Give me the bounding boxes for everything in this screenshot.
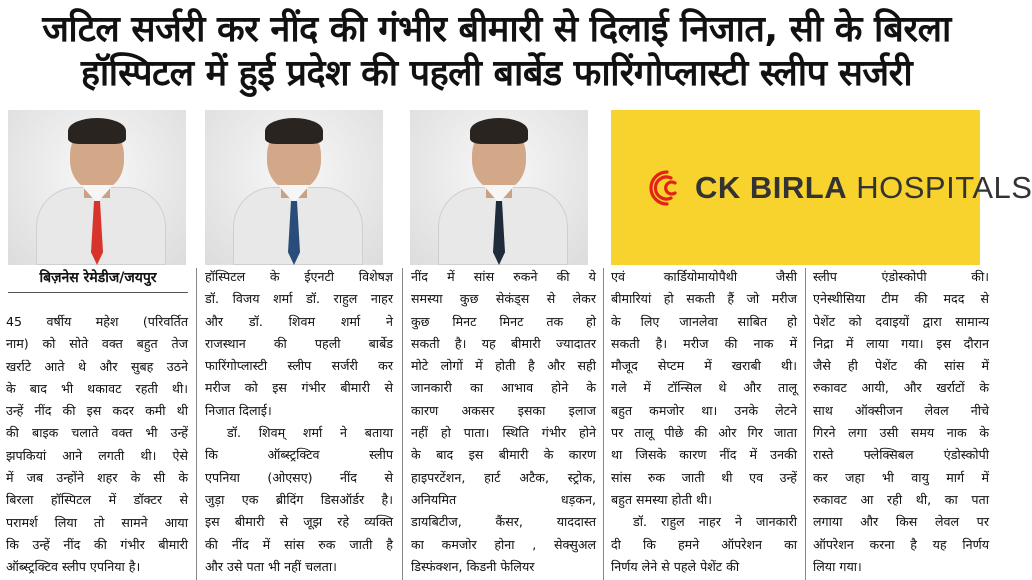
article-line: रास्ते फ्लेक्सिबल एंडोस्कोपी bbox=[813, 447, 989, 463]
article-line: रुकावट आ रही थी, का पता bbox=[813, 491, 989, 507]
article-line: कुछ मिनट मिनट तक हो bbox=[411, 313, 596, 329]
article-line: हॉस्पिटल के ईएनटी विशेषज्ञ bbox=[205, 269, 393, 284]
article-line: गले में टॉन्सिल थे और तालू bbox=[611, 380, 797, 396]
article-line: डिस्फंक्शन, किडनी फेलियर bbox=[411, 558, 535, 574]
article-line: जुड़ा एक ब्रीदिंग डिसऑर्डर है। bbox=[205, 491, 393, 507]
article-line: खर्राटे आते थे और सुबह उठने bbox=[6, 358, 188, 374]
article-line: निद्रा में लाया गया। इस दौरान bbox=[813, 335, 989, 351]
column-divider bbox=[402, 268, 403, 580]
article-line: डायबिटीज, कैंसर, याददास्त bbox=[411, 514, 596, 530]
article-line: ऑब्स्ट्रक्टिव स्लीप एपनिया है। bbox=[6, 559, 141, 575]
article-line: 45 वर्षीय महेश (परिवर्तित bbox=[6, 314, 188, 329]
article-line: एनेस्थीसिया टीम की मदद से bbox=[813, 291, 989, 307]
article-line: लगाया और किस लेवल पर bbox=[813, 514, 989, 530]
article-line: एपनिया (ओएसए) नींद से bbox=[205, 469, 393, 485]
byline-rule bbox=[8, 292, 188, 293]
article-line: ऑपरेशन करना है यह निर्णय bbox=[813, 536, 989, 552]
article-column-1 bbox=[6, 311, 188, 579]
article-line: उन्हें नींद की इस कदर कमी थी bbox=[6, 403, 188, 419]
article-line: लिया गया। bbox=[813, 558, 862, 574]
article-line: डॉ. विजय शर्मा डॉ. राहुल नाहर bbox=[205, 291, 393, 307]
article-line: सकती है। मरीज की नाक में bbox=[611, 335, 797, 351]
article-line: परामर्श लिया तो सामने आया bbox=[6, 514, 188, 530]
article-column-4 bbox=[611, 266, 797, 578]
article-line: का कमजोर होना , सेक्सुअल bbox=[411, 536, 596, 552]
article-line: था जिसके कारण नींद में उनकी bbox=[611, 447, 797, 463]
article-line: कि ऑब्स्ट्रक्टिव स्लीप bbox=[205, 447, 393, 463]
article-line: बहुत समस्या होती थी। bbox=[611, 491, 713, 507]
article-line: के लिए जानलेवा साबित हो bbox=[611, 313, 797, 329]
article-line: नहीं हो पाता। स्थिति गंभीर होने bbox=[411, 425, 596, 441]
article-line: कारण अकसर इसका इलाज bbox=[411, 402, 596, 418]
article-line: जानकारी का आभाव होने के bbox=[411, 380, 596, 396]
article-line: पर तालू पीछे की ओर गिर जाता bbox=[611, 425, 797, 441]
column-divider bbox=[603, 268, 604, 580]
article-line: और डॉ. शिवम शर्मा ने bbox=[205, 313, 393, 329]
article-column-3 bbox=[411, 266, 596, 578]
article-line: मोटे लोगों में होती है और सही bbox=[411, 358, 596, 374]
article-column-2 bbox=[205, 266, 393, 578]
article-line: झपकियां आने लगती थी। ऐसे bbox=[6, 447, 188, 463]
ck-birla-logo bbox=[611, 110, 1032, 265]
article-line: और उसे पता भी नहीं चलता। bbox=[205, 558, 337, 574]
article-line: फारिंगोप्लास्टी स्लीप सर्जरी कर bbox=[205, 358, 393, 374]
article-line: हाइपरटेंशन, हार्ट अटैक, स्ट्रोक, bbox=[411, 469, 596, 485]
article-line: बीमारियां हो सकती हैं जो मरीज bbox=[611, 291, 797, 307]
article-line: की नींद में सांस रुक जाती है bbox=[205, 536, 393, 552]
article-line: मरीज को इस गंभीर बीमारी से bbox=[205, 380, 393, 396]
article-line: सांस रुक जाती थी एव उन्हें bbox=[611, 469, 797, 485]
article-line: गिरने लगा उसी समय नाक के bbox=[813, 425, 989, 441]
article-line: कर जहा भी वायु मार्ग में bbox=[813, 469, 989, 485]
article-line: बिरला हॉस्पिटल में डॉक्टर से bbox=[6, 492, 188, 508]
article-line: के बाद इस बीमारी के कारण bbox=[411, 447, 596, 463]
article-line: निर्णय लेने से पहले पेशेंट की bbox=[611, 558, 740, 574]
article-line: राजस्थान की पहली बार्बेड bbox=[205, 335, 393, 351]
doctor-photo-3 bbox=[410, 110, 588, 265]
article-line: एवं कार्डियोमायोपैथी जैसी bbox=[611, 269, 797, 284]
article-line: की बाइक चलाते वक्त भी उन्हें bbox=[6, 425, 188, 441]
article-line: के बाद भी थकावट रहती थी। bbox=[6, 380, 188, 396]
article-line: दी कि हमने ऑपरेशन का bbox=[611, 536, 797, 552]
column-divider bbox=[805, 268, 806, 580]
headline-line-2: हॉस्पिटल में हुई प्रदेश की पहली बार्बेड फारिंगोप्लास्टी स्लीप सर्जरी bbox=[80, 53, 913, 94]
article-column-5 bbox=[813, 266, 989, 578]
article-line: समस्या कुछ सेकंड्स से लेकर bbox=[411, 291, 596, 307]
article-line: मौजूद सेप्टम में खराबी थी। bbox=[611, 358, 797, 374]
article-line: कि उन्हें नींद की गंभीर बीमारी bbox=[6, 536, 188, 552]
article-line: डॉ. शिवम् शर्मा ने बताया bbox=[227, 425, 393, 441]
ck-birla-logo-mark-icon bbox=[645, 168, 689, 208]
article-line: साथ ऑक्सीजन लेवल नीचे bbox=[813, 402, 989, 418]
article-line: पेशेंट को दवाइयों द्वारा सामान्य bbox=[813, 313, 989, 329]
article-line: डॉ. राहुल नाहर ने जानकारी bbox=[633, 514, 797, 530]
byline: बिज़नेस रेमेडीज/जयपुर bbox=[39, 270, 157, 286]
article-line: बहुत कमजोर था। उनके लेटने bbox=[611, 402, 797, 418]
ck-birla-logo-text: CK BIRLA HOSPITALS bbox=[695, 170, 1032, 205]
article-line: नाम) को सोते वक्त बहुत तेज bbox=[6, 336, 188, 352]
article-line: इस बीमारी से जूझ रहे व्यक्ति bbox=[205, 514, 393, 530]
article-line: निजात दिलाई। bbox=[205, 402, 272, 418]
headline-line-1: जटिल सर्जरी कर नींद की गंभीर बीमारी से दिलाई निजात, सी के बिरला bbox=[42, 9, 951, 50]
article-line: रुकावट आयी, और खर्राटों के bbox=[813, 380, 989, 396]
article-line: जैसे ही पेशेंट की सांस में bbox=[813, 358, 989, 374]
article-line: सकती है। यह बीमारी ज्यादातर bbox=[411, 335, 596, 351]
article-line: नींद में सांस रुकने की ये bbox=[411, 269, 596, 284]
doctor-photo-2 bbox=[205, 110, 383, 265]
article-line: स्लीप एंडोस्कोपी की। bbox=[813, 269, 989, 284]
column-divider bbox=[196, 268, 197, 580]
article-line: में जब उन्होंने शहर के सी के bbox=[6, 470, 188, 486]
article-line: अनियमित धड़कन, bbox=[411, 491, 596, 507]
doctor-photo-1 bbox=[8, 110, 186, 265]
